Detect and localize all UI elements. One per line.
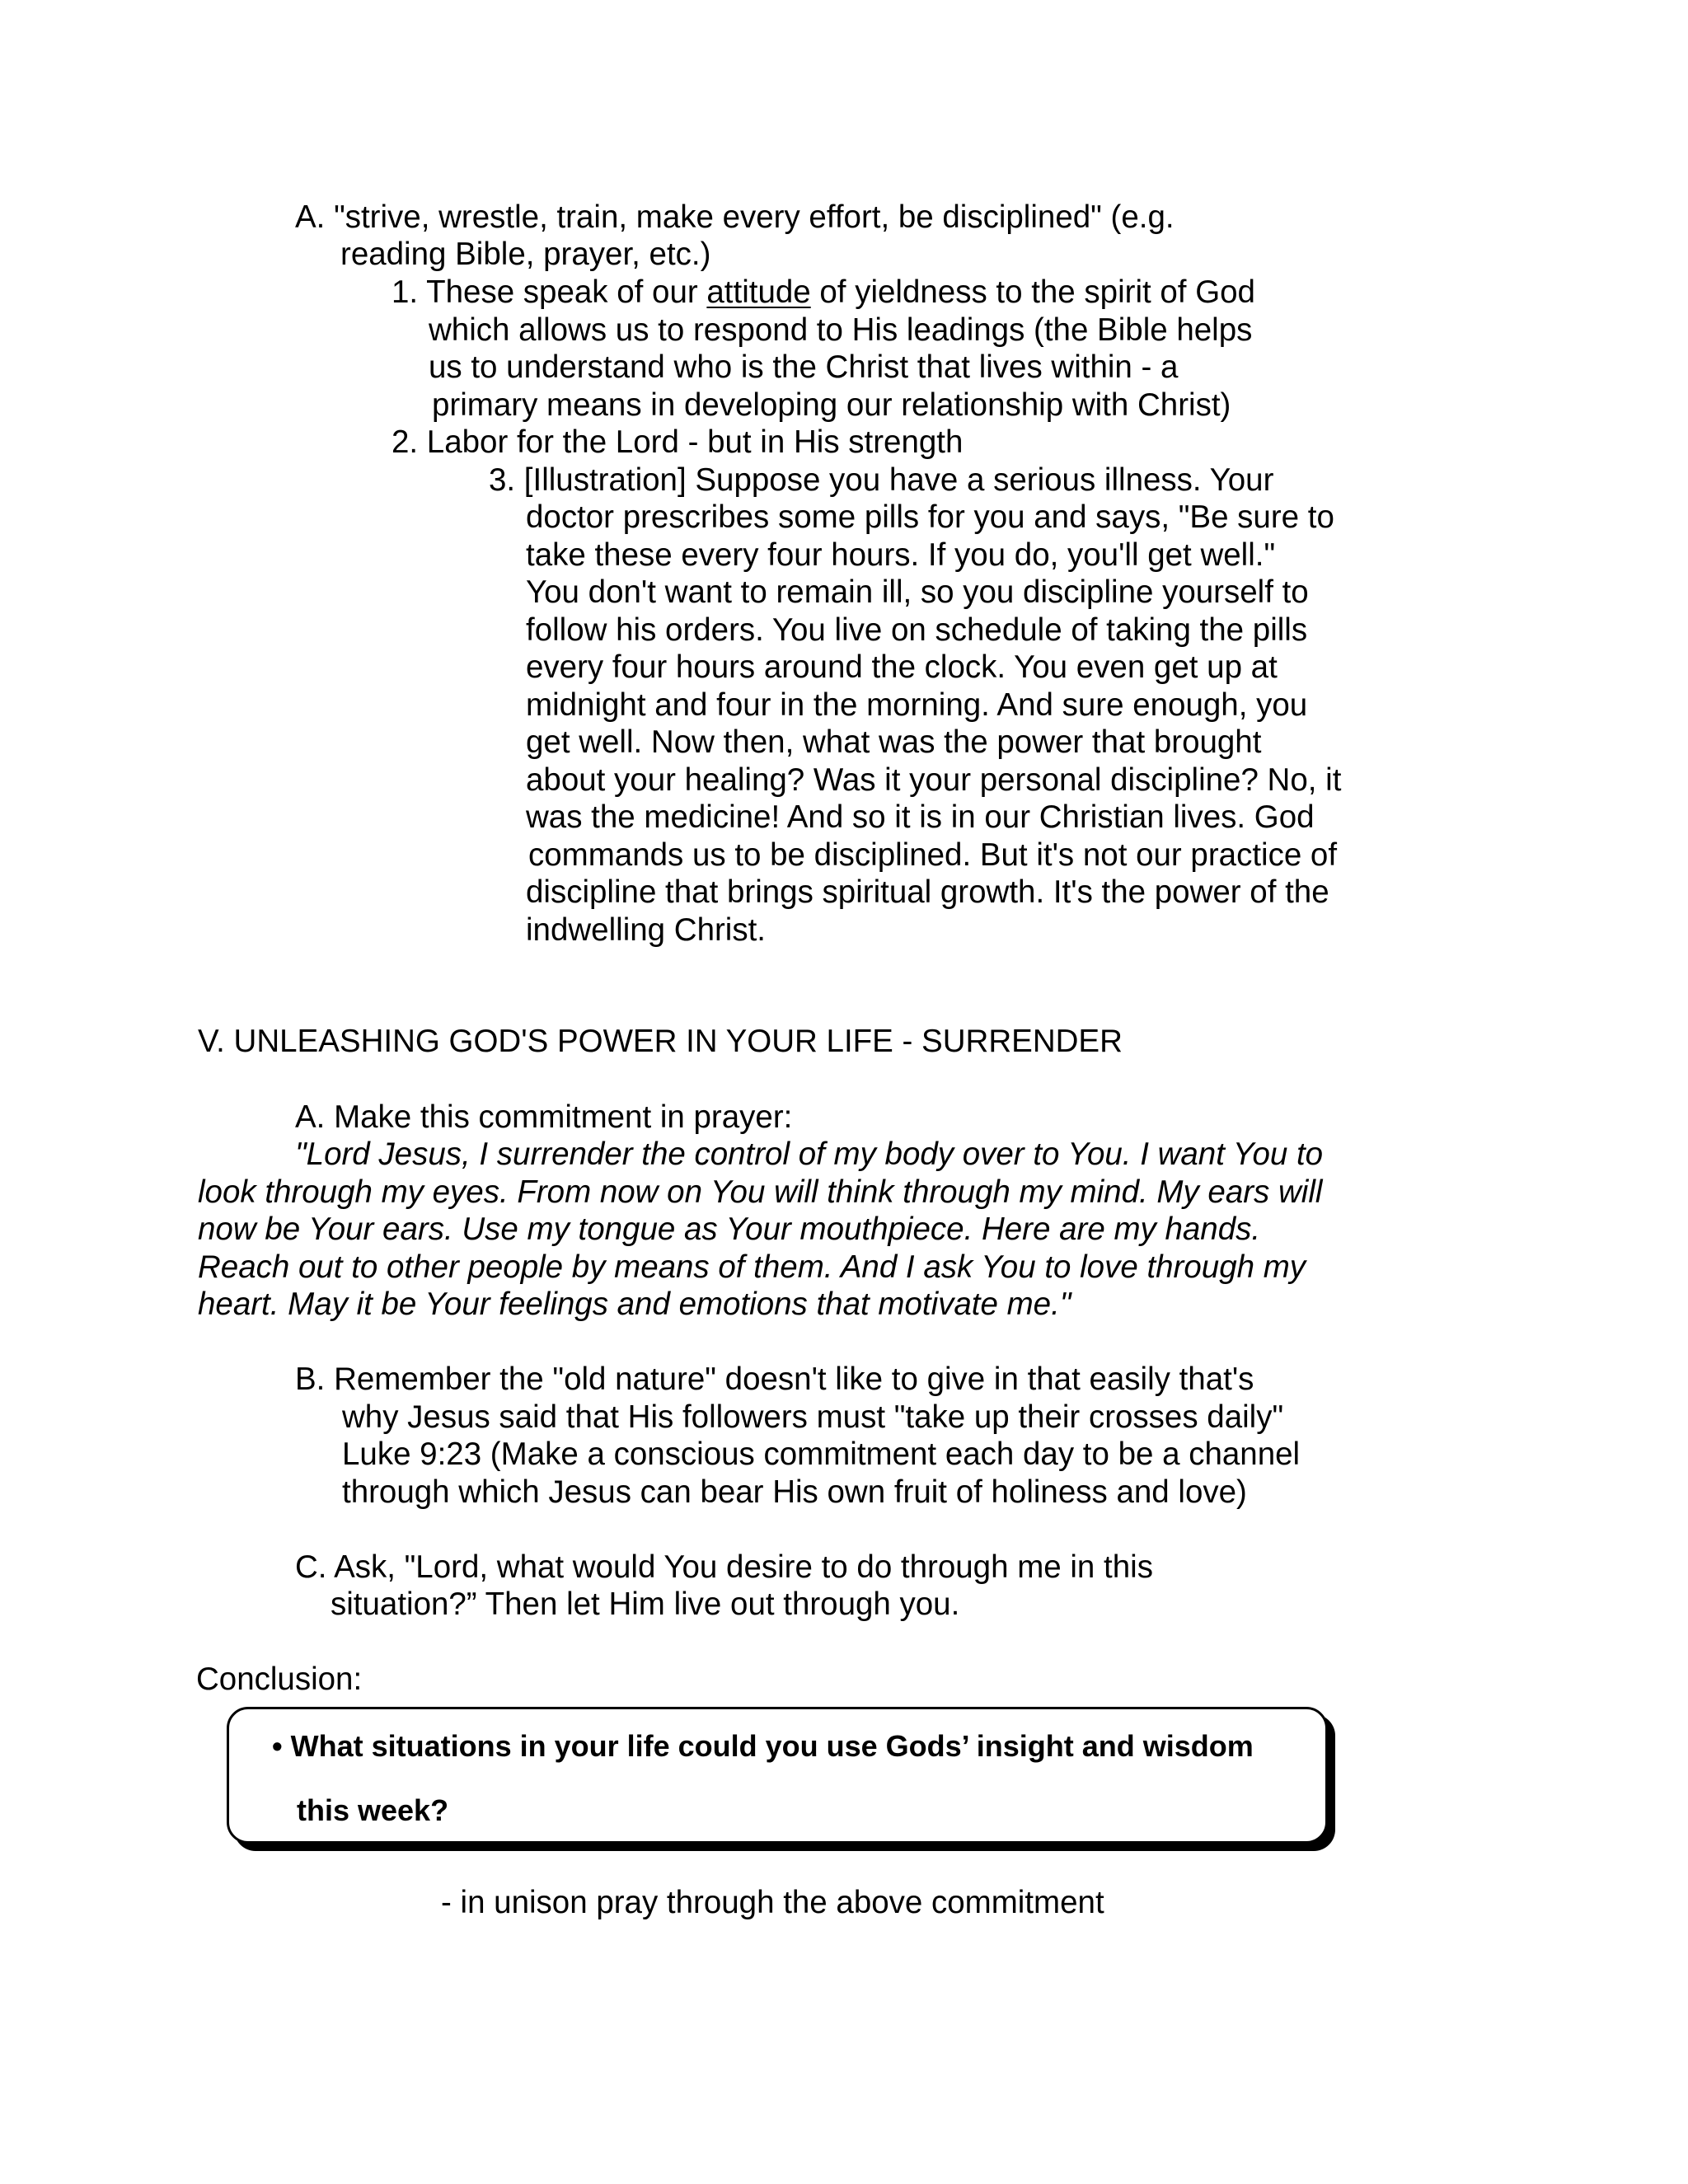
attitude-underlined: attitude bbox=[706, 274, 811, 310]
point-1-line: primary means in developing our relationship with Christ) bbox=[432, 387, 1231, 423]
point-1-first-line bbox=[392, 274, 1255, 310]
item-c-line: C. Ask, "Lord, what would You desire to do through me in this bbox=[295, 1549, 1153, 1585]
point-3-line: doctor prescribes some pills for you and says, "Be sure to bbox=[526, 499, 1334, 535]
point-3-line: commands us to be disciplined. But it's not our practice of bbox=[528, 837, 1338, 873]
question-text-continued: this week? bbox=[297, 1793, 449, 1827]
question-bullet-line bbox=[272, 1729, 1254, 1763]
item-b-line: B. Remember the "old nature" doesn't like to give in that easily that's bbox=[295, 1361, 1254, 1397]
section-heading: V. UNLEASHING GOD'S POWER IN YOUR LIFE - SURRENDER bbox=[198, 1024, 1123, 1059]
bullet-icon: • bbox=[272, 1729, 283, 1763]
item-a-line: reading Bible, prayer, etc.) bbox=[340, 237, 711, 272]
point-3-line: discipline that brings spiritual growth. It's the power of the bbox=[526, 874, 1329, 910]
point-3-line: midnight and four in the morning. And sure enough, you bbox=[526, 687, 1308, 723]
point-2: 2. Labor for the Lord - but in His strength bbox=[392, 424, 964, 460]
discussion-question-box bbox=[227, 1707, 1328, 1844]
point-3-line: indwelling Christ. bbox=[526, 912, 767, 948]
point-3-line: was the medicine! And so it is in our Christian lives. God bbox=[526, 799, 1315, 835]
prayer-line: look through my eyes. From now on You will think through my mind. My ears will bbox=[198, 1174, 1323, 1210]
point-3-line: You don't want to remain ill, so you discipline yourself to bbox=[526, 574, 1309, 610]
item-b-line: through which Jesus can bear His own fruit of holiness and love) bbox=[342, 1474, 1247, 1510]
point-3-line: about your healing? Was it your personal discipline? No, it bbox=[526, 762, 1342, 798]
closing-instruction: - in unison pray through the above commitment bbox=[441, 1885, 1104, 1920]
point-3-line: get well. Now then, what was the power that brought bbox=[526, 724, 1262, 760]
prayer-line: heart. May it be Your feelings and emotions that motivate me." bbox=[198, 1286, 1071, 1322]
point-3-line: every four hours around the clock. You even get up at bbox=[526, 649, 1278, 685]
point-1-prefix: 1. These speak of our bbox=[392, 274, 707, 310]
item-b-line: why Jesus said that His followers must "take up their crosses daily" bbox=[342, 1399, 1284, 1435]
point-1-line: us to understand who is the Christ that lives within - a bbox=[429, 349, 1179, 385]
item-a-line: A. "strive, wrestle, train, make every effort, be disciplined" (e.g. bbox=[295, 199, 1175, 235]
question-text: What situations in your life could you use Gods’ insight and wisdom bbox=[290, 1729, 1254, 1763]
point-3-line: 3. [Illustration] Suppose you have a serious illness. Your bbox=[489, 462, 1274, 498]
prayer-line: now be Your ears. Use my tongue as Your mouthpiece. Here are my hands. bbox=[198, 1212, 1261, 1247]
point-1-suffix: of yieldness to the spirit of God bbox=[810, 274, 1255, 310]
item-b-line: Luke 9:23 (Make a conscious commitment each day to be a channel bbox=[342, 1436, 1301, 1472]
point-1-line: which allows us to respond to His leadings (the Bible helps bbox=[429, 312, 1253, 348]
item-a: A. Make this commitment in prayer: bbox=[295, 1099, 793, 1135]
prayer-line: "Lord Jesus, I surrender the control of my body over to You. I want You to bbox=[295, 1137, 1324, 1172]
point-3-line: follow his orders. You live on schedule of taking the pills bbox=[526, 612, 1308, 648]
prayer-line: Reach out to other people by means of them. And I ask You to love through my bbox=[198, 1249, 1306, 1285]
item-c-line: situation?” Then let Him live out through you. bbox=[331, 1586, 960, 1622]
conclusion-label: Conclusion: bbox=[196, 1661, 363, 1697]
point-3-line: take these every four hours. If you do, you'll get well." bbox=[526, 537, 1276, 573]
